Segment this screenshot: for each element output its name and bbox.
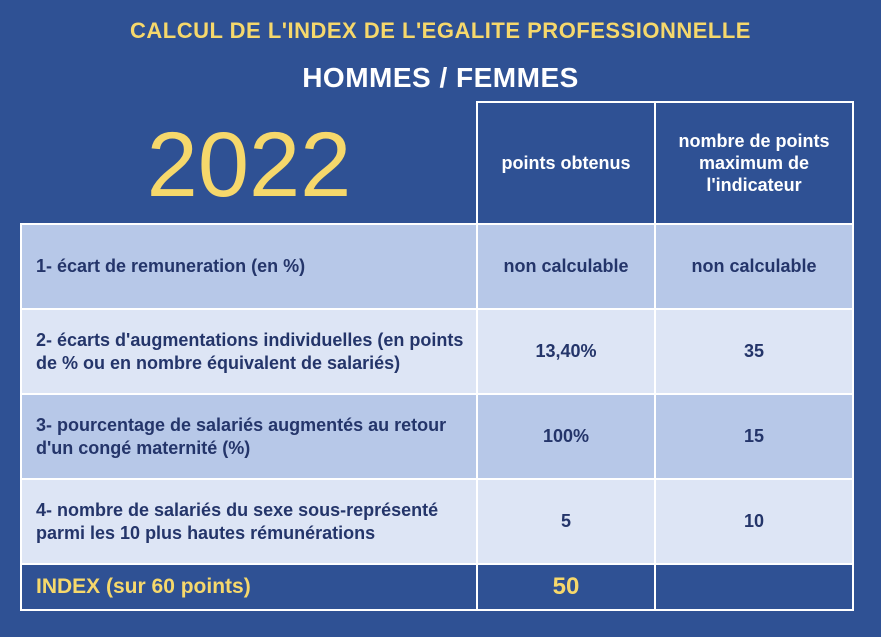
year-label: 2022	[146, 114, 352, 216]
points-obtained: non calculable	[477, 224, 655, 309]
points-obtained: 100%	[477, 394, 655, 479]
index-empty-cell	[655, 564, 853, 610]
indicator-label: 3- pourcentage de salariés augmentés au retour d'un congé maternité (%)	[21, 394, 477, 479]
table-row	[21, 394, 853, 479]
index-label: INDEX (sur 60 points)	[21, 564, 477, 610]
indicator-label: 1- écart de remuneration (en %)	[21, 224, 477, 309]
points-obtained: 5	[477, 479, 655, 564]
table-row	[21, 309, 853, 394]
column-header-maximum: nombre de points maximum de l'indicateur	[655, 102, 853, 224]
points-obtained: 13,40%	[477, 309, 655, 394]
table-row	[21, 479, 853, 564]
index-value: 50	[477, 564, 655, 610]
column-header-obtained: points obtenus	[477, 102, 655, 224]
table-row	[21, 224, 853, 309]
points-maximum: 10	[655, 479, 853, 564]
page-title: CALCUL DE L'INDEX DE L'EGALITE PROFESSIONNELLE	[130, 18, 751, 43]
points-maximum: 15	[655, 394, 853, 479]
page-subtitle: HOMMES / FEMMES	[302, 62, 579, 93]
index-total-row	[21, 564, 853, 610]
points-maximum: non calculable	[655, 224, 853, 309]
points-maximum: 35	[655, 309, 853, 394]
indicator-label: 2- écarts d'augmentations individuelles (en points de % ou en nombre équivalent de salariés)	[21, 309, 477, 394]
indicator-label: 4- nombre de salariés du sexe sous-représenté parmi les 10 plus hautes rémunérations	[21, 479, 477, 564]
